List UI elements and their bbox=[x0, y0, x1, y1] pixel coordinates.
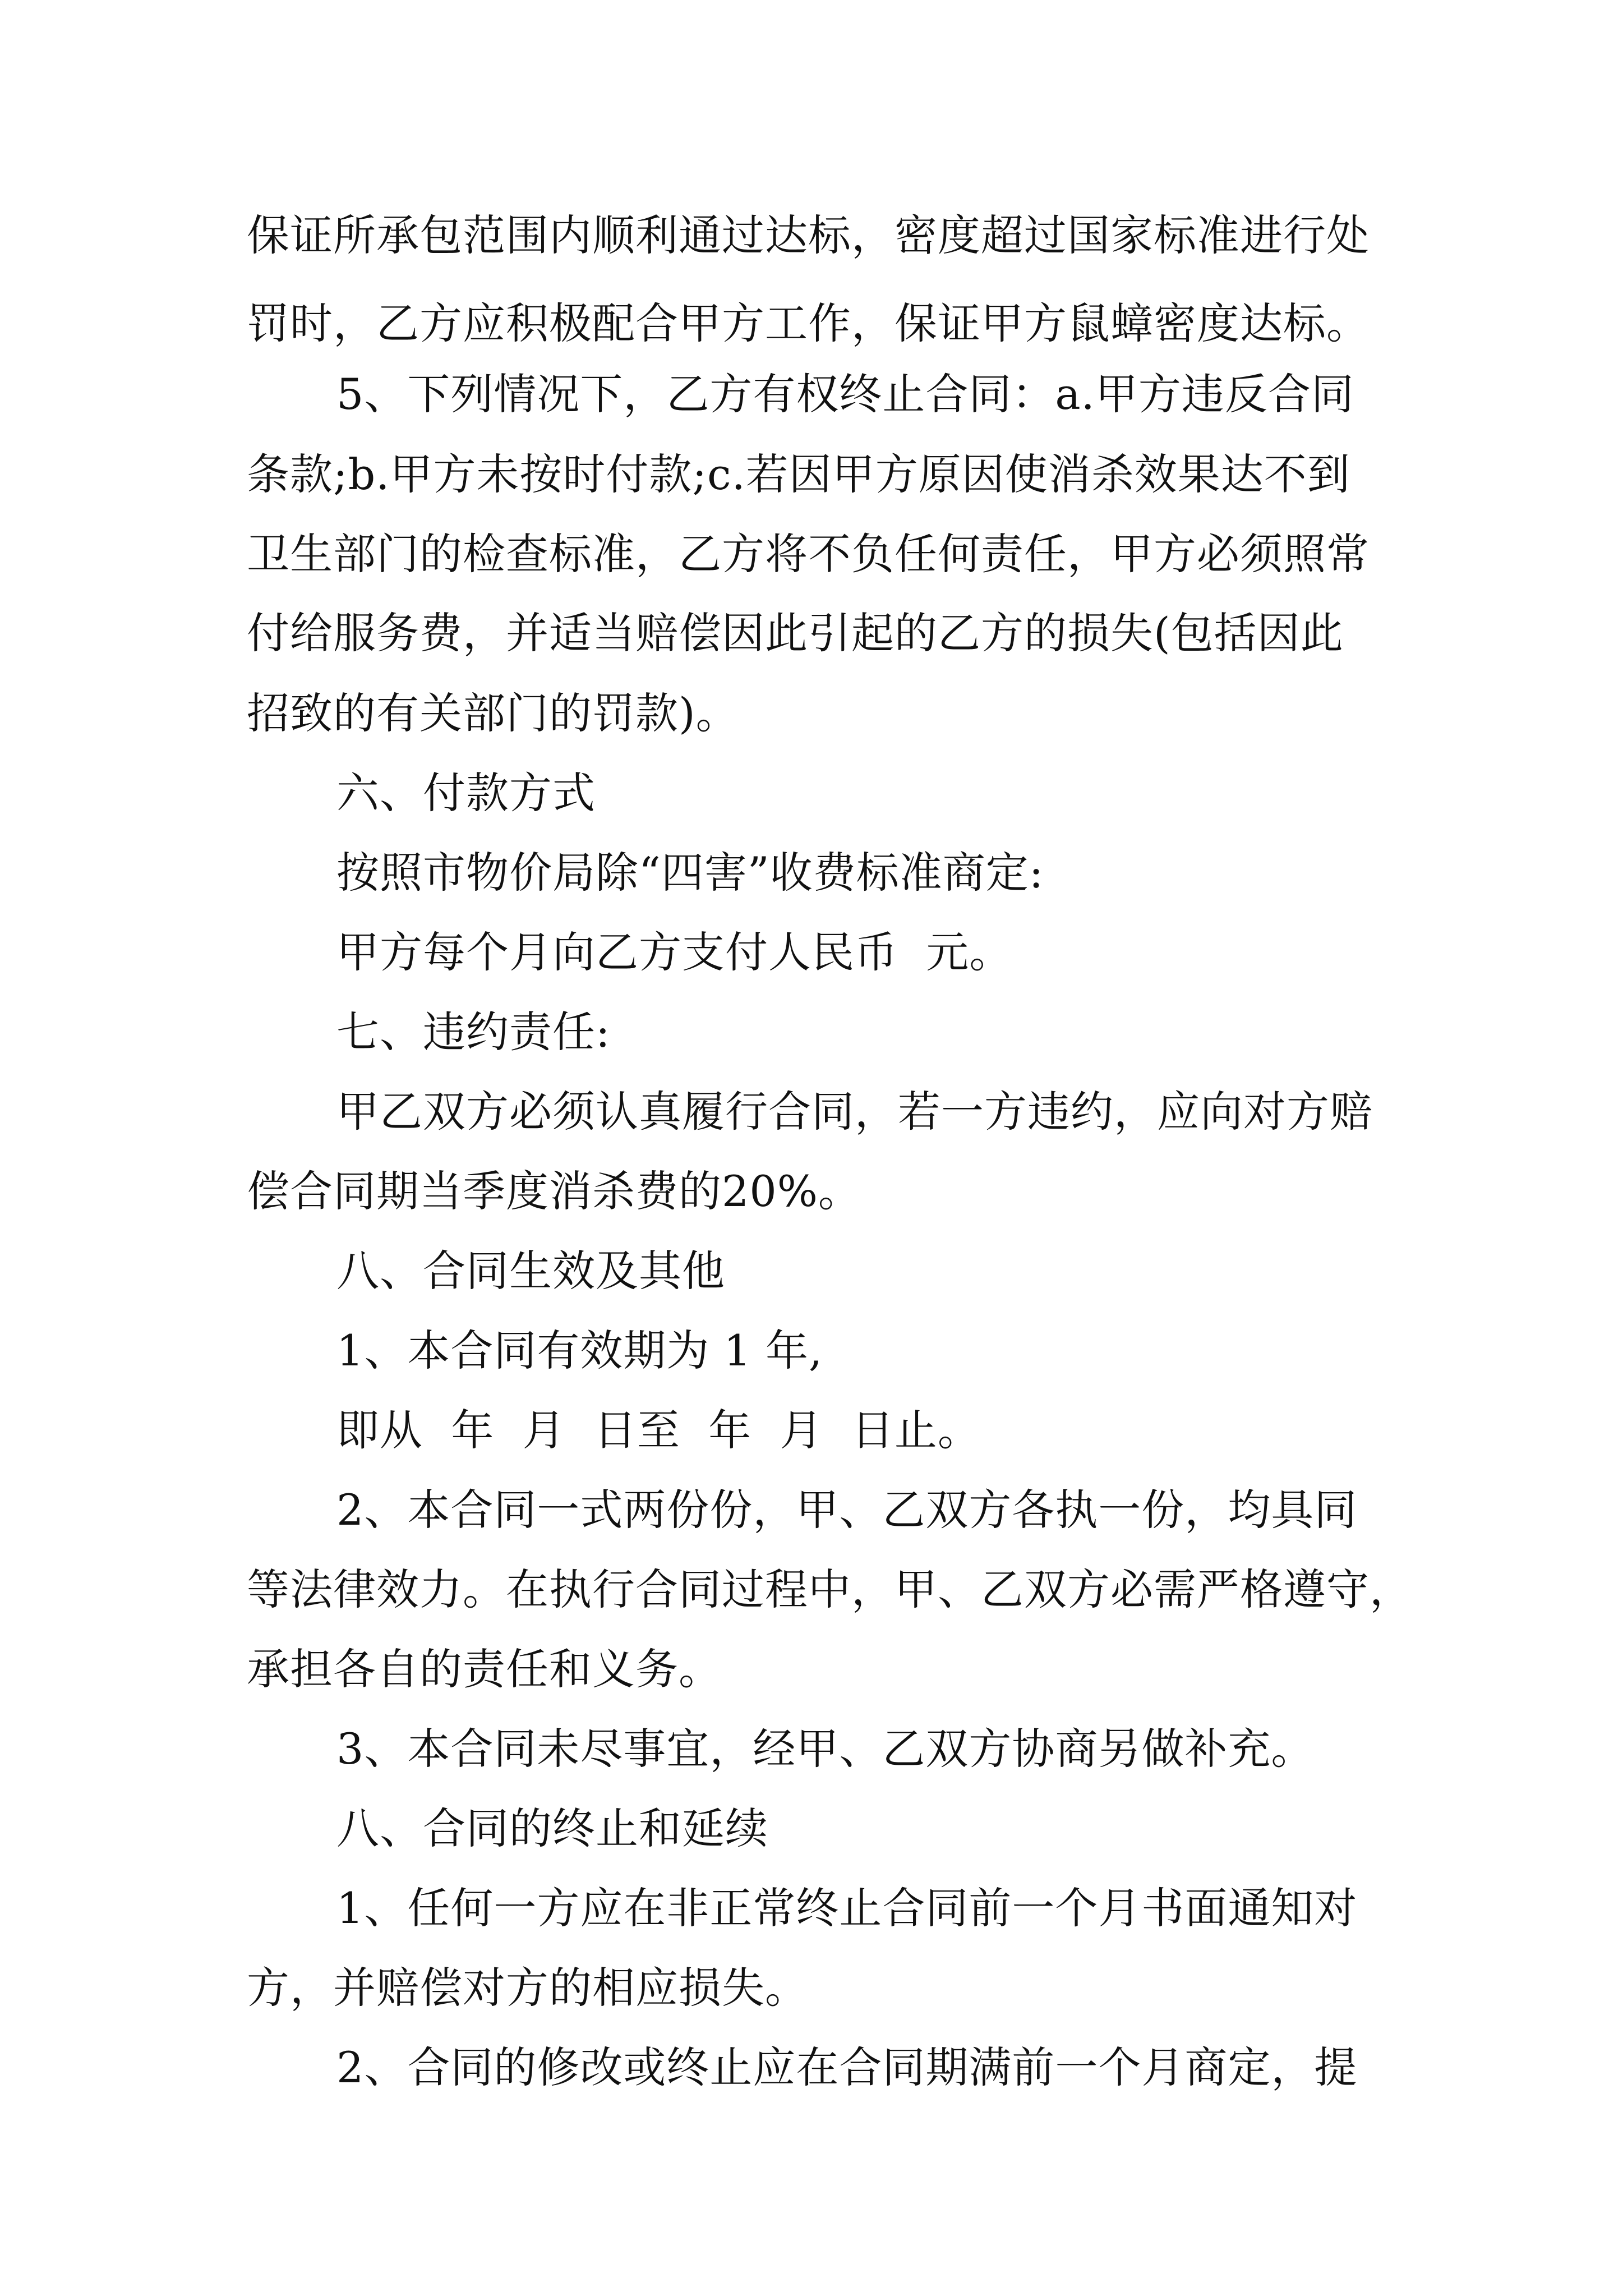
section-heading: 七、违约责任: bbox=[336, 1007, 611, 1057]
text-line: 1、任何一方应在非正常终止合同前一个月书面通知对 bbox=[336, 1883, 1358, 1933]
text-line: 2、本合同一式两份份，甲、乙双方各执一份，均具同 bbox=[336, 1485, 1358, 1535]
text-line: 罚时，乙方应积极配合甲方工作，保证甲方鼠蟑密度达标。 bbox=[247, 298, 1370, 348]
text-line: 招致的有关部门的罚款)。 bbox=[247, 688, 739, 738]
text-line: 卫生部门的检查标准，乙方将不负任何责任，甲方必须照常 bbox=[247, 529, 1370, 579]
text-line: 甲方每个月向乙方支付人民币 元。 bbox=[336, 927, 1013, 977]
text-line: 等法律效力。在执行合同过程中，甲、乙双方必需严格遵守， bbox=[247, 1565, 1413, 1614]
text-line: 保证所承包范围内顺利通过达标，密度超过国家标准进行处 bbox=[247, 210, 1370, 260]
text-line: 2、合同的修改或终止应在合同期满前一个月商定，提 bbox=[336, 2042, 1358, 2092]
text-line: 即从 年 月 日至 年 月 日止。 bbox=[336, 1405, 981, 1455]
text-line: 付给服务费，并适当赔偿因此引起的乙方的损失(包括因此 bbox=[247, 608, 1344, 658]
text-line: 条款;b.甲方未按时付款;c.若因甲方原因使消杀效果达不到 bbox=[247, 449, 1350, 499]
text-line: 方，并赔偿对方的相应损失。 bbox=[247, 1963, 808, 2013]
text-line: 按照市物价局除“四害”收费标准商定: bbox=[336, 848, 1044, 898]
text-line: 5、下列情况下，乙方有权终止合同：a.甲方违反合同 bbox=[336, 369, 1354, 419]
text-line: 1、本合同有效期为 1 年, bbox=[336, 1326, 823, 1375]
text-line: 甲乙双方必须认真履行合同，若一方违约，应向对方赔 bbox=[336, 1087, 1373, 1137]
text-line: 3、本合同未尽事宜，经甲、乙双方协商另做补充。 bbox=[336, 1724, 1315, 1774]
section-heading: 八、合同生效及其他 bbox=[336, 1246, 725, 1296]
section-heading: 八、合同的终止和延续 bbox=[336, 1803, 768, 1853]
text-line: 偿合同期当季度消杀费的20%。 bbox=[247, 1166, 861, 1216]
section-heading: 六、付款方式 bbox=[336, 768, 596, 818]
text-line: 承担各自的责任和义务。 bbox=[247, 1644, 722, 1694]
